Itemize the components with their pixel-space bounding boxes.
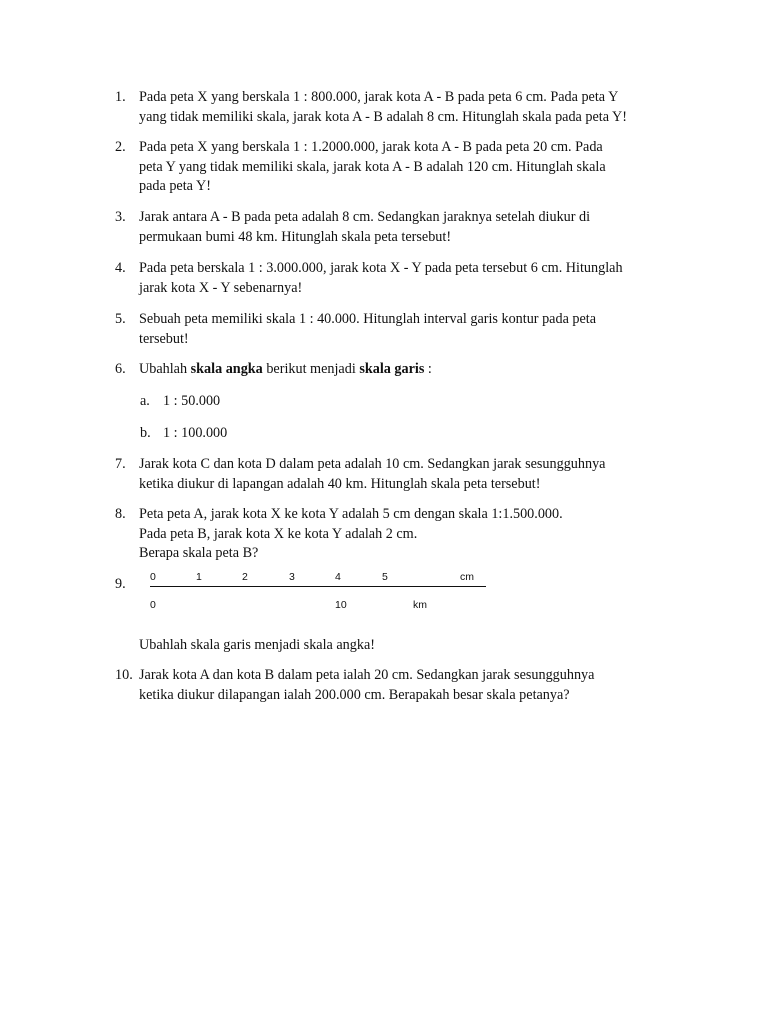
question-line [139,360,684,380]
question-number: 5. [115,311,126,327]
question-number: 3. [115,209,126,225]
question-line: peta Y yang tidak memiliki skala, jarak kota A - B adalah 120 cm. Hitunglah skala [139,158,606,175]
question-line: Berapa skala peta B? [139,545,259,561]
question-text [139,88,684,127]
question-line: pada peta Y! [139,178,211,194]
scale-km-tick: 10 [335,599,347,611]
question-text-part: berikut menjadi [262,361,360,377]
question-line: Jarak kota C dan kota D dalam peta adalah 10 cm. Sedangkan jarak sesungguhnya [139,456,606,472]
question-line: Jarak kota A dan kota B dalam peta ialah 20 cm. Sedangkan jarak sesungguhnya [139,667,595,683]
question-text [139,360,684,380]
question-line: Ubahlah skala garis menjadi skala angka! [139,637,375,653]
question-line: Pada peta X yang berskala 1 : 800.000, jarak kota A - B pada peta 6 cm. Pada peta Y [139,89,619,105]
scale-km-unit: km [413,599,427,611]
subitem-value: 1 : 50.000 [163,393,221,409]
question-text [139,636,684,656]
question-text [139,208,684,247]
bold-term-skala-angka: skala angka [190,361,263,377]
subitem-label: a. [140,393,150,409]
question-line: Peta peta A, jarak kota X ke kota Y adalah 5 cm dengan skala 1:1.500.000. [139,506,563,522]
scale-km-tick: 0 [150,599,156,611]
question-line: jarak kota X - Y sebenarnya! [139,279,303,296]
question-number: 2. [115,139,126,155]
question-line: yang tidak memiliki skala, jarak kota A - B adalah 8 cm. Hitunglah skala pada peta Y! [139,108,628,125]
question-line: ketika diukur dilapangan ialah 200.000 cm. Berapakah besar skala petanya? [139,686,570,703]
question-text [139,505,684,564]
bold-term-skala-garis: skala garis [359,361,425,377]
question-text-part: Ubahlah [139,361,191,377]
subitem-value: 1 : 100.000 [163,425,228,441]
question-text [139,259,684,298]
question-number: 7. [115,456,126,472]
scale-cm-tick: 1 [196,571,202,583]
question-text [139,138,684,197]
question-line: ketika diukur di lapangan adalah 40 km. Hitunglah skala peta tersebut! [139,475,541,492]
question-line: tersebut! [139,330,189,347]
question-number: 4. [115,260,126,276]
scale-bar-line [150,586,486,587]
question-text-part: : [424,361,432,377]
question-line: Sebuah peta memiliki skala 1 : 40.000. Hitunglah interval garis kontur pada peta [139,311,597,327]
scale-cm-unit: cm [460,571,474,583]
scale-cm-tick: 5 [382,571,388,583]
question-line: Pada peta B, jarak kota X ke kota Y adalah 2 cm. [139,525,418,542]
question-text [139,310,684,349]
question-line: Pada peta berskala 1 : 3.000.000, jarak kota X - Y pada peta tersebut 6 cm. Hitunglah [139,260,623,276]
question-line: permukaan bumi 48 km. Hitunglah skala peta tersebut! [139,228,452,245]
scale-cm-tick: 4 [335,571,341,583]
scale-cm-tick: 0 [150,571,156,583]
scale-cm-tick: 3 [289,571,295,583]
question-number: 6. [115,361,126,377]
question-line: Pada peta X yang berskala 1 : 1.2000.000, jarak kota A - B pada peta 20 cm. Pada [139,139,603,155]
question-number: 8. [115,506,126,522]
question-line: Jarak antara A - B pada peta adalah 8 cm. Sedangkan jaraknya setelah diukur di [139,209,591,225]
question-text [139,455,684,494]
subitem-label: b. [140,425,151,441]
question-number: 10. [115,667,133,683]
question-number: 1. [115,89,126,105]
question-number: 9. [115,576,126,592]
scale-cm-tick: 2 [242,571,248,583]
question-text [139,666,684,705]
